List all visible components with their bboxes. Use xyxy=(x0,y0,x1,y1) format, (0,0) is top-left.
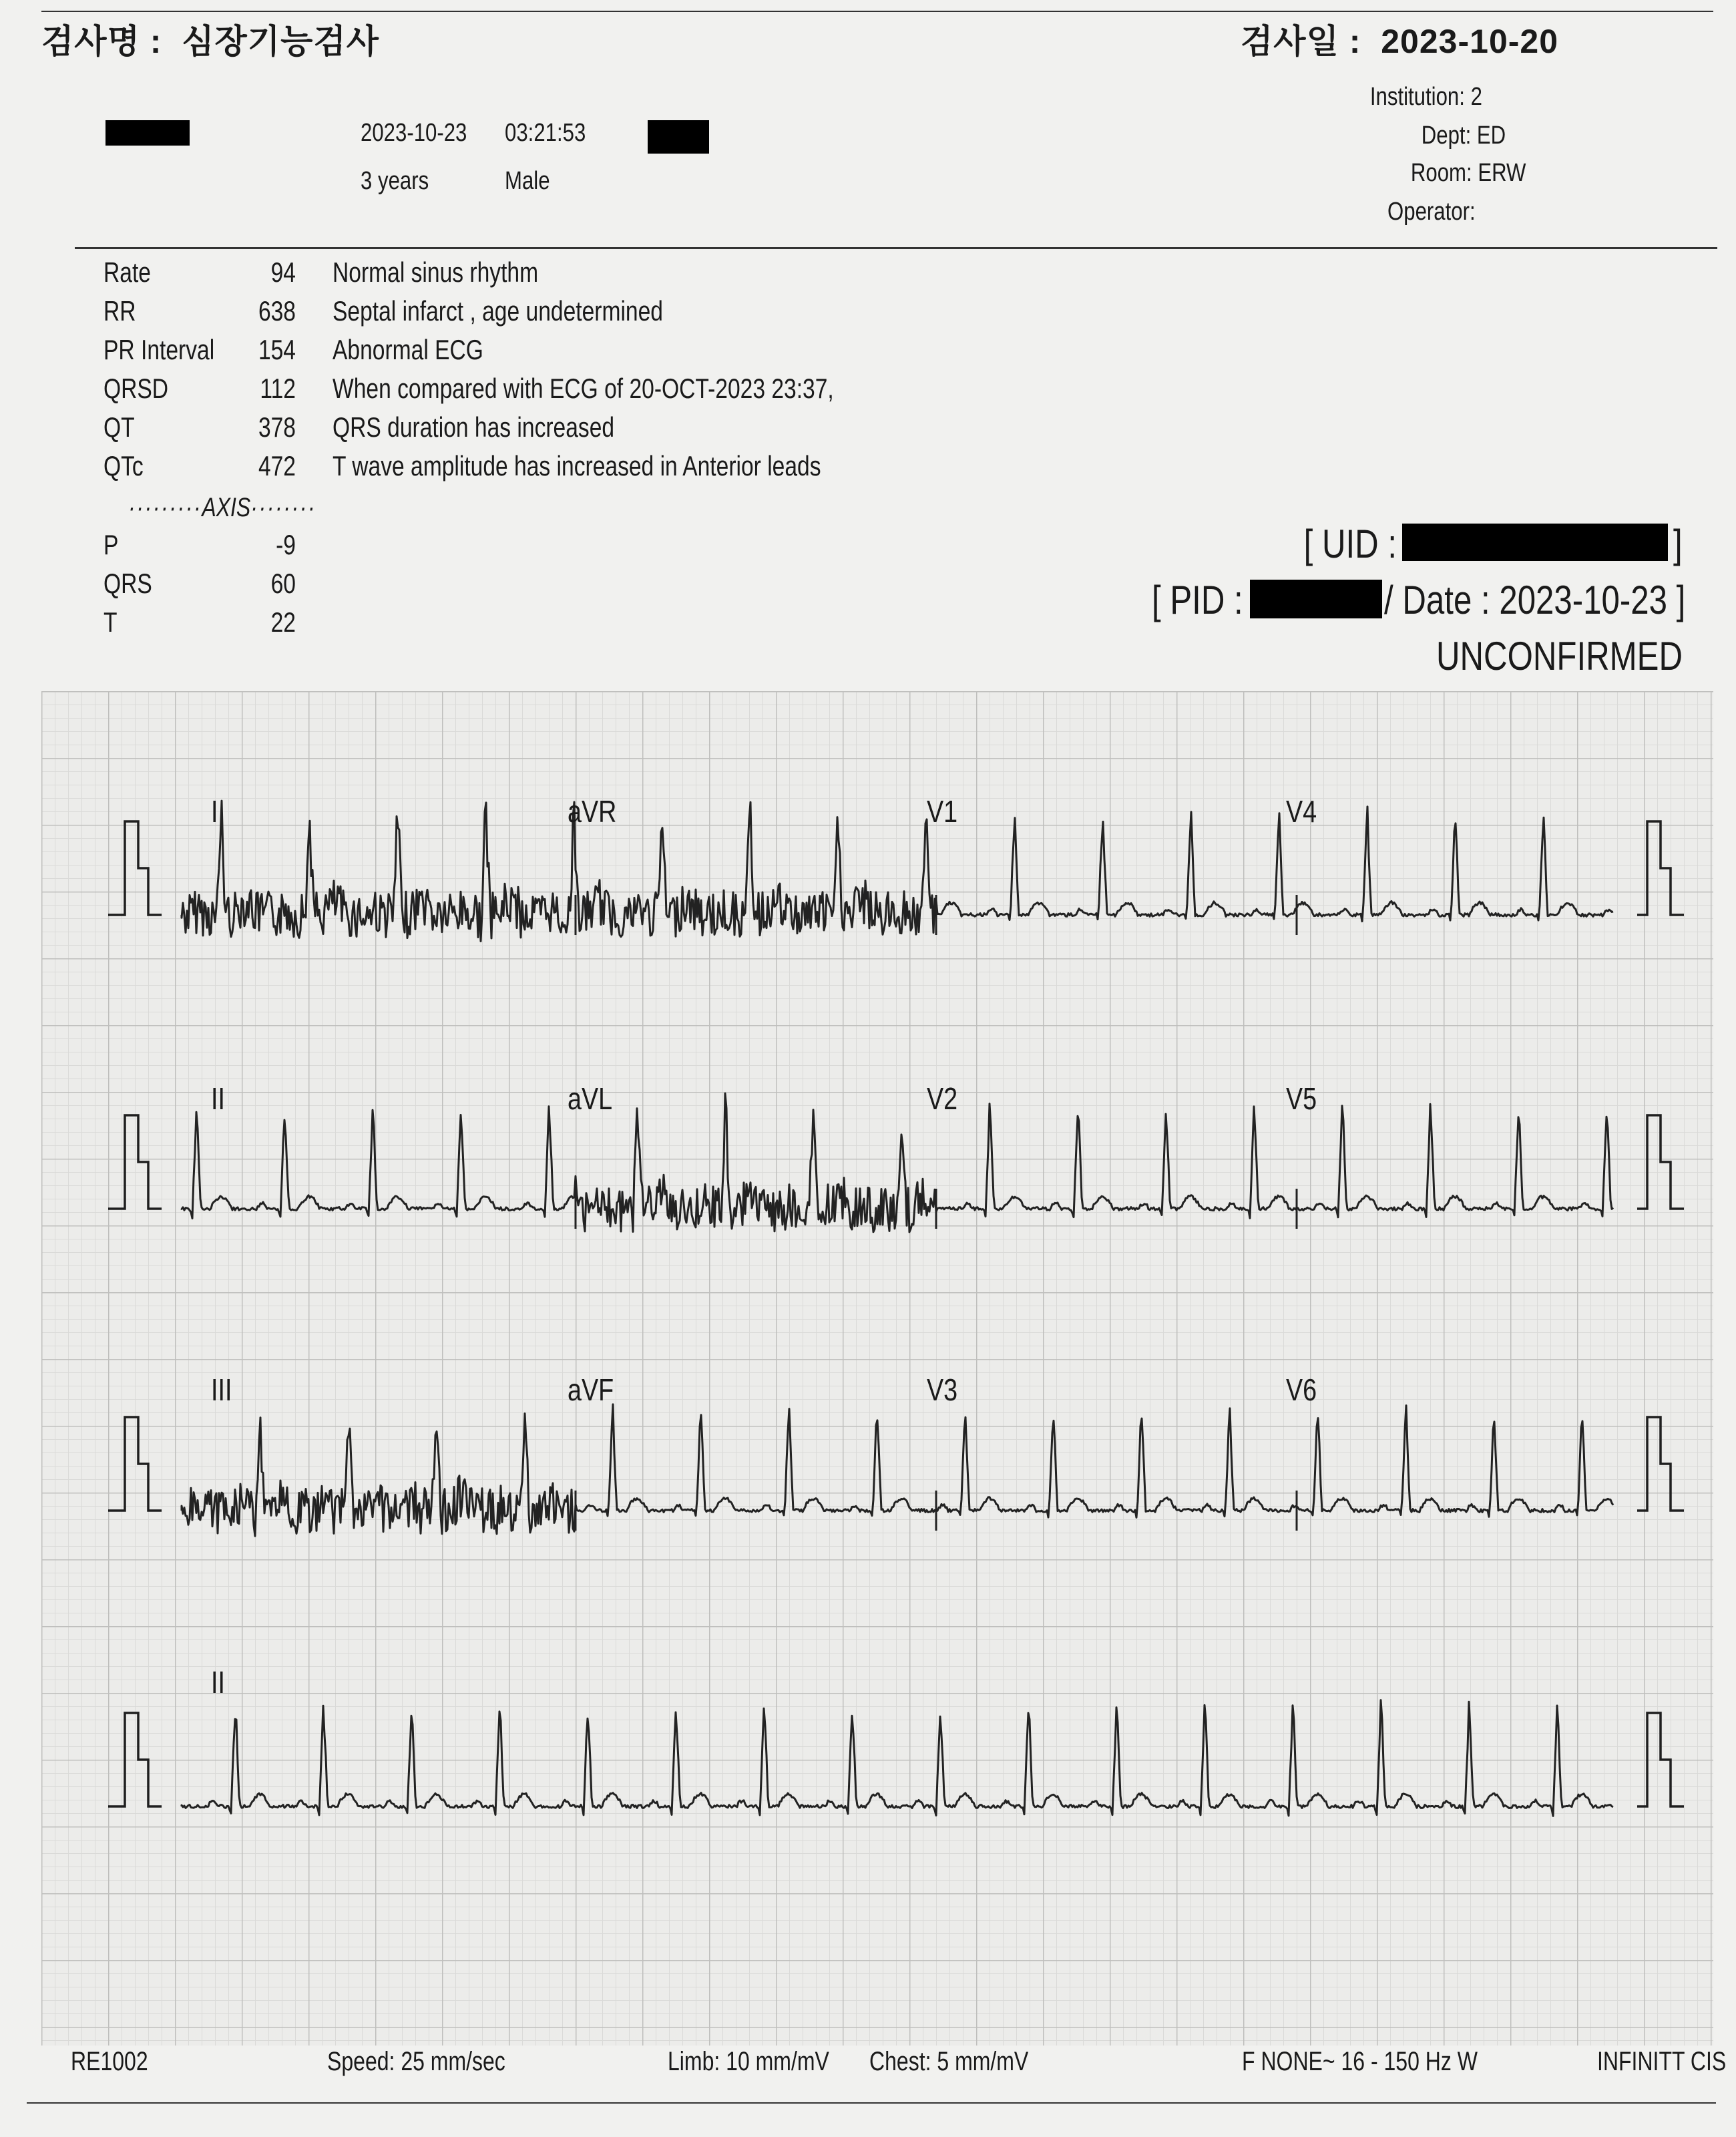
measurement-value: 472 xyxy=(258,450,296,481)
lead-label-V6: V6 xyxy=(1286,1372,1317,1407)
room: Room: ERW xyxy=(1410,159,1526,187)
lead-label-V5: V5 xyxy=(1286,1081,1317,1116)
axis-title: ·········AXIS········ xyxy=(128,493,316,522)
ecg-trace-row-3 xyxy=(182,1404,1613,1536)
axis-value: -9 xyxy=(276,529,296,560)
ecg-trace-row-1 xyxy=(182,801,1613,941)
department: Dept: ED xyxy=(1421,122,1506,150)
redacted-uid xyxy=(1402,524,1668,561)
paper-speed: Speed: 25 mm/sec xyxy=(327,2047,505,2076)
interpretation-line: When compared with ECG of 20-OCT-2023 23:37, xyxy=(333,373,834,404)
calibration-pulse-right xyxy=(1637,821,1684,915)
ecg-trace-row-2 xyxy=(182,1093,1613,1232)
measurement-label: PR Interval xyxy=(103,334,215,365)
uid-close: ] xyxy=(1673,522,1683,566)
exam-date: 2023-10-20 xyxy=(1381,23,1559,60)
lead-label-III: III xyxy=(211,1372,232,1407)
exam-date-label: 검사일 : 2023-10-20 xyxy=(1241,23,1559,60)
operator: Operator: xyxy=(1387,198,1476,226)
measurement-label: Rate xyxy=(103,256,151,288)
calibration-pulse-left xyxy=(108,1713,162,1806)
lead-label-V3: V3 xyxy=(927,1372,958,1407)
limb-gain: Limb: 10 mm/mV xyxy=(668,2047,829,2076)
calibration-pulse-right xyxy=(1637,1417,1684,1511)
interpretation-line: Abnormal ECG xyxy=(333,334,483,365)
axis-label: T xyxy=(103,606,118,638)
measurement-label: QT xyxy=(103,411,135,443)
lead-label-II: II xyxy=(211,1081,225,1116)
bottom-rule xyxy=(27,2102,1716,2104)
axis-label: QRS xyxy=(103,568,152,599)
measurement-value: 94 xyxy=(270,256,296,288)
axis-value: 60 xyxy=(270,568,296,599)
lead-label-V2: V2 xyxy=(927,1081,958,1116)
lead-label-V1: V1 xyxy=(927,794,958,829)
measurement-label: QRSD xyxy=(103,373,169,404)
calibration-pulse-left xyxy=(108,1417,162,1511)
ecg-grid xyxy=(41,691,1713,2046)
exam-name-label: 검사명 : 심장기능검사 xyxy=(41,23,380,60)
filter-setting: F NONE~ 16 - 150 Hz W xyxy=(1242,2047,1478,2076)
patient-age: 3 years xyxy=(361,167,429,195)
uid-label: [ UID : xyxy=(1303,522,1397,566)
pid-label: [ PID : xyxy=(1152,578,1243,622)
vendor: INFINITT CIS xyxy=(1597,2047,1727,2076)
calibration-pulse-right xyxy=(1637,1115,1684,1209)
patient-sex: Male xyxy=(505,167,550,195)
axis-value: 22 xyxy=(270,606,296,638)
header-rule xyxy=(75,247,1717,249)
interpretation-line: T wave amplitude has increased in Anterior leads xyxy=(333,450,821,481)
redacted-patient-name xyxy=(105,120,190,146)
lead-label-II-rhythm: II xyxy=(211,1665,225,1700)
lead-label-V4: V4 xyxy=(1286,794,1317,829)
calibration-pulse-right xyxy=(1637,1713,1684,1806)
exam-name: 심장기능검사 xyxy=(182,23,380,60)
calibration-pulse-left xyxy=(108,821,162,915)
record-date: 2023-10-23 xyxy=(361,119,467,147)
lead-label-aVL: aVL xyxy=(568,1081,613,1116)
interpretation-line: Normal sinus rhythm xyxy=(333,256,539,288)
pid-date: / Date : 2023-10-23 ] xyxy=(1383,578,1685,622)
chest-gain: Chest: 5 mm/mV xyxy=(869,2047,1029,2076)
measurement-value: 154 xyxy=(258,334,296,365)
measurement-label: RR xyxy=(103,295,136,327)
institution: Institution: 2 xyxy=(1369,83,1482,111)
status-badge: UNCONFIRMED xyxy=(1436,634,1683,678)
interpretation-line: QRS duration has increased xyxy=(333,411,615,443)
interpretation-line: Septal infarct , age undetermined xyxy=(333,295,663,327)
axis-label: P xyxy=(103,529,119,560)
lead-label-I: I xyxy=(211,794,218,829)
measurement-value: 112 xyxy=(260,373,296,404)
record-time: 03:21:53 xyxy=(505,119,586,147)
top-rule xyxy=(41,11,1713,12)
ecg-trace-row-4 xyxy=(182,1700,1613,1816)
measurement-value: 378 xyxy=(258,411,296,443)
redacted-pid xyxy=(1250,580,1382,618)
redacted-patient-id xyxy=(648,120,709,154)
calibration-pulse-left xyxy=(108,1115,162,1209)
ecg-traces xyxy=(41,691,1713,2046)
measurement-value: 638 xyxy=(258,295,296,327)
lead-label-aVF: aVF xyxy=(568,1372,614,1407)
measurement-label: QTc xyxy=(103,450,144,481)
lead-label-aVR: aVR xyxy=(568,794,617,829)
device-id: RE1002 xyxy=(71,2047,148,2076)
